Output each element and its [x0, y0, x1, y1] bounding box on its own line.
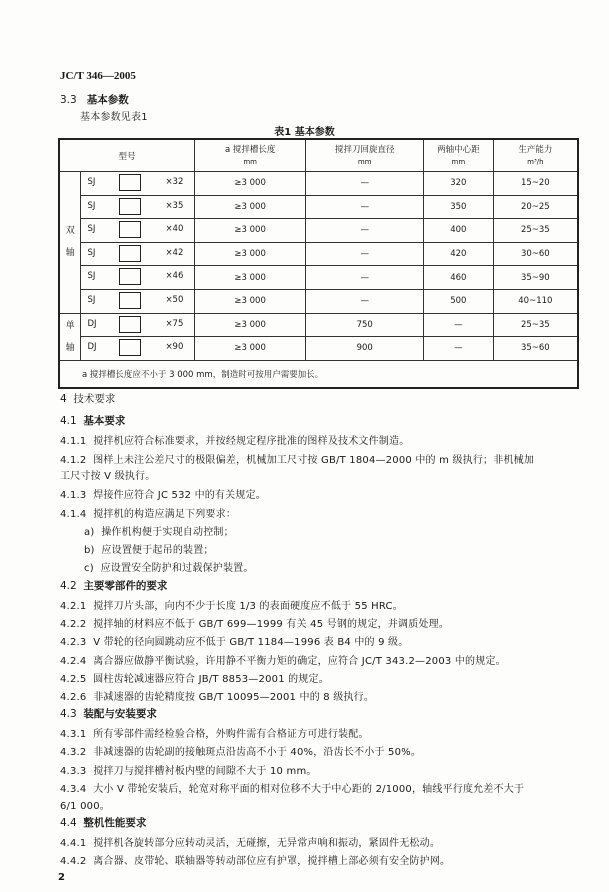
group-single-shaft: 单 轴 — [59, 313, 81, 360]
model-cell: SJ ×32 — [81, 172, 194, 196]
blade-diameter-cell: 900 — [306, 337, 424, 361]
header-capacity: 生产能力 m³/h — [493, 139, 578, 172]
sub-item-b: b) 应设置便于起吊的装置； — [84, 545, 214, 556]
shaft-distance-cell: 460 — [423, 266, 493, 290]
clause-4-1-3: 4.1.3 焊接件应符合 JC 532 中的有关规定。 — [60, 490, 266, 501]
clause-4-2-5: 4.2.5 圆柱齿轮减速器应符合 JB/T 8853—2001 的规定。 — [60, 674, 329, 685]
capacity-cell: 20~25 — [493, 195, 578, 219]
trough-length-cell: ≥3 000 — [194, 337, 306, 361]
blade-diameter-cell: 750 — [306, 313, 424, 337]
shaft-distance-cell: 500 — [423, 289, 493, 313]
model-box — [119, 221, 141, 238]
model-box — [119, 245, 141, 262]
shaft-distance-cell: 400 — [423, 219, 493, 243]
section-4-3-heading: 4.3 装配与安装要求 — [60, 708, 157, 720]
blade-diameter-cell: — — [306, 195, 424, 219]
model-cell: SJ ×50 — [81, 289, 194, 313]
capacity-cell: 35~90 — [493, 266, 578, 290]
model-cell: DJ ×90 — [81, 337, 194, 361]
shaft-distance-cell: 350 — [423, 195, 493, 219]
page-number: 2 — [58, 872, 65, 883]
blade-diameter-cell: — — [306, 219, 424, 243]
section-4-4-heading: 4.4 整机性能要求 — [60, 817, 147, 829]
section-3-3-heading — [60, 92, 129, 107]
section-4-1-heading: 4.1 基本要求 — [60, 415, 126, 427]
clause-4-1-2: 4.1.2 图样上未注公差尺寸的极限偏差，机械加工尺寸按 GB/T 1804—2000 中的 m 级执行；非机械加 — [60, 455, 535, 466]
clause-4-1-1: 4.1.1 搅拌机应符合标准要求，并按经规定程序批准的图样及技术文件制造。 — [60, 436, 410, 447]
blade-diameter-cell: — — [306, 242, 424, 266]
model-box — [119, 339, 141, 356]
clause-4-3-1: 4.3.1 所有零部件需经检验合格，外购件需有合格证方可进行装配。 — [60, 729, 369, 740]
model-box — [119, 268, 141, 285]
capacity-cell: 35~60 — [493, 337, 578, 361]
group-double-shaft: 双 轴 — [59, 172, 81, 314]
shaft-distance-cell: — — [423, 313, 493, 337]
header-model: 型号 — [59, 139, 194, 172]
table-footnote: a 搅拌槽长度应不小于 3 000 mm，制造时可按用户需要加长。 — [59, 360, 578, 388]
model-cell: SJ ×42 — [81, 242, 194, 266]
capacity-cell: 30~60 — [493, 242, 578, 266]
model-cell: DJ ×75 — [81, 313, 194, 337]
trough-length-cell: ≥3 000 — [194, 289, 306, 313]
blade-diameter-cell: — — [306, 266, 424, 290]
section-4-heading: 4 技术要求 — [60, 393, 116, 405]
model-box — [119, 198, 141, 215]
section-4-2-heading: 4.2 主要零部件的要求 — [60, 580, 168, 592]
section-number: 3.3 — [60, 94, 77, 106]
shaft-distance-cell: — — [423, 337, 493, 361]
clause-4-2-3: 4.2.3 V 带轮的径向圆跳动应不低于 GB/T 1184—1996 表 B4 中的 9 级。 — [60, 637, 409, 648]
clause-4-3-3: 4.3.3 搅拌刀与搅拌槽衬板内壁的间隙不大于 10 mm。 — [60, 766, 317, 777]
header-trough-length: a 搅拌槽长度 mm — [194, 139, 306, 172]
header-shaft-distance: 两轴中心距 mm — [423, 139, 493, 172]
clause-4-4-1: 4.4.1 搅拌机各旋转部分应转动灵活，无碰擦，无异常声响和振动，紧固件无松动。 — [60, 838, 441, 849]
clause-4-1-4: 4.1.4 搅拌机的构造应满足下列要求： — [60, 509, 237, 520]
model-cell: SJ ×46 — [81, 266, 194, 290]
model-box — [119, 174, 141, 191]
trough-length-cell: ≥3 000 — [194, 195, 306, 219]
standard-code: JC/T 346—2005 — [60, 70, 136, 82]
clause-4-2-1: 4.2.1 搅拌刀片头部，向内不少于长度 1/3 的表面硬度应不低于 55 HRC。 — [60, 601, 403, 612]
sub-item-a: a) 操作机构便于实现自动控制； — [84, 527, 234, 538]
clause-4-3-4-cont: 6/1 000。 — [60, 801, 110, 812]
shaft-distance-cell: 320 — [423, 172, 493, 196]
clause-4-3-4: 4.3.4 大小 V 带轮安装后，轮宽对称平面的相对位移不大于中心距的 2/1000，轴线平行度允差不大于 — [60, 784, 525, 795]
capacity-cell: 15~20 — [493, 172, 578, 196]
table-caption: 表1 基本参数 — [274, 127, 335, 138]
model-box — [119, 292, 141, 309]
clause-4-1-2-cont: 工尺寸按 V 级执行。 — [60, 471, 156, 482]
header-blade-diameter: 搅拌刀回旋直径 mm — [306, 139, 424, 172]
clause-4-3-2: 4.3.2 非减速器的齿轮副的接触斑点沿齿高不小于 40%，沿齿长不小于 50%。 — [60, 747, 422, 758]
blade-diameter-cell: — — [306, 172, 424, 196]
blade-diameter-cell: — — [306, 289, 424, 313]
model-cell: SJ ×40 — [81, 219, 194, 243]
clause-4-2-4: 4.2.4 离合器应做静平衡试验，许用静不平衡力矩的确定，应符合 JC/T 343.2—2003 中的规定。 — [60, 656, 506, 667]
clause-4-2-6: 4.2.6 非减速器的齿轮精度按 GB/T 10095—2001 中的 8 级执行。 — [60, 692, 375, 703]
trough-length-cell: ≥3 000 — [194, 266, 306, 290]
parameters-table — [58, 138, 579, 389]
capacity-cell: 25~35 — [493, 313, 578, 337]
section-title: 基本参数 — [86, 94, 129, 106]
model-box — [119, 316, 141, 333]
section-3-3-intro: 基本参数见表1 — [80, 112, 148, 123]
sub-item-c: c) 应设置安全防护和过载保护装置。 — [84, 563, 254, 574]
clause-4-4-2: 4.4.2 离合器、皮带轮、联轴器等转动部位应有护罩，搅拌槽上部必须有安全防护网。 — [60, 856, 451, 867]
shaft-distance-cell: 420 — [423, 242, 493, 266]
clause-4-2-2: 4.2.2 搅拌轴的材料应不低于 GB/T 699—1999 有关 45 号钢的规定，并调质处理。 — [60, 619, 450, 630]
model-cell: SJ ×35 — [81, 195, 194, 219]
trough-length-cell: ≥3 000 — [194, 172, 306, 196]
trough-length-cell: ≥3 000 — [194, 313, 306, 337]
capacity-cell: 25~35 — [493, 219, 578, 243]
trough-length-cell: ≥3 000 — [194, 219, 306, 243]
capacity-cell: 40~110 — [493, 289, 578, 313]
trough-length-cell: ≥3 000 — [194, 242, 306, 266]
